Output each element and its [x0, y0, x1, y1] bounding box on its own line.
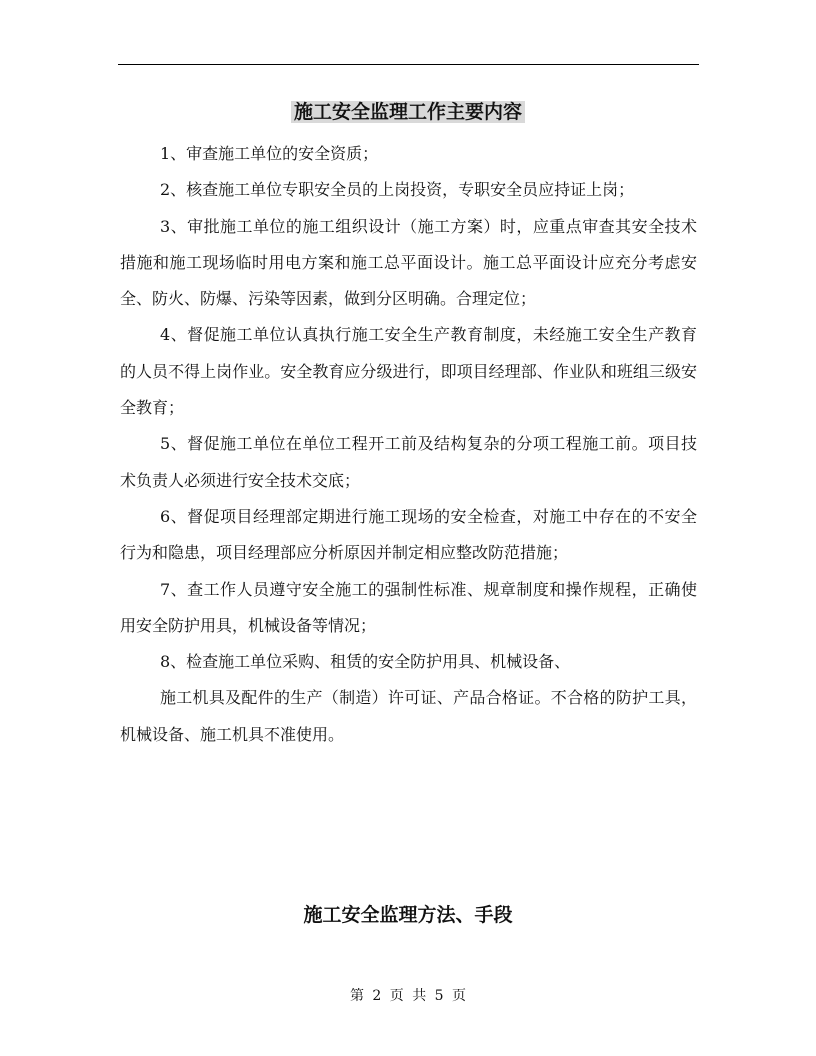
title-text: 施工安全监理工作主要内容 [291, 101, 525, 123]
page-footer: 第 2 页 共 5 页 [349, 988, 467, 1004]
paragraph: 1、审查施工单位的安全资质； [160, 144, 379, 163]
paragraph: 4、督促施工单位认真执行施工安全生产教育制度，未经施工安全生产教育的人员不得上岗作业。安全教育应分级进行，即项目经理部、作业队和班组三级安全教育； [120, 325, 697, 418]
paragraph: 施工机具及配件的生产（制造）许可证、产品合格证。不合格的防护工具，机械设备、施工机具不准使用。 [120, 688, 697, 744]
paragraph: 3、审批施工单位的施工组织设计（施工方案）时，应重点审查其安全技术措施和施工现场临时用电方案和施工总平面设计。施工总平面设计应充分考虑安全、防火、防爆、污染等因素，做到分区明确。合理定位； [120, 216, 697, 309]
paragraph: 6、督促项目经理部定期进行施工现场的安全检查，对施工中存在的不安全行为和隐患，项目经理部应分析原因并制定相应整改防范措施； [120, 506, 697, 563]
section-heading: 施工安全监理方法、手段 [303, 904, 513, 926]
paragraph: 2、核查施工单位专职安全员的上岗投资，专职安全员应持证上岗； [160, 180, 635, 200]
paragraph: 5、督促施工单位在单位工程开工前及结构复杂的分项工程施工前。项目技术负责人必须进行安全技术交底； [120, 434, 697, 490]
paragraph: 8、检查施工单位采购、租赁的安全防护用具、机械设备、 [160, 652, 571, 672]
header-rule [118, 64, 699, 65]
document-title [0, 97, 816, 127]
body-text [120, 136, 697, 753]
paragraph: 7、查工作人员遵守安全施工的强制性标准、规章制度和操作规程，正确使用安全防护用具，机械设备等情况； [120, 579, 697, 635]
